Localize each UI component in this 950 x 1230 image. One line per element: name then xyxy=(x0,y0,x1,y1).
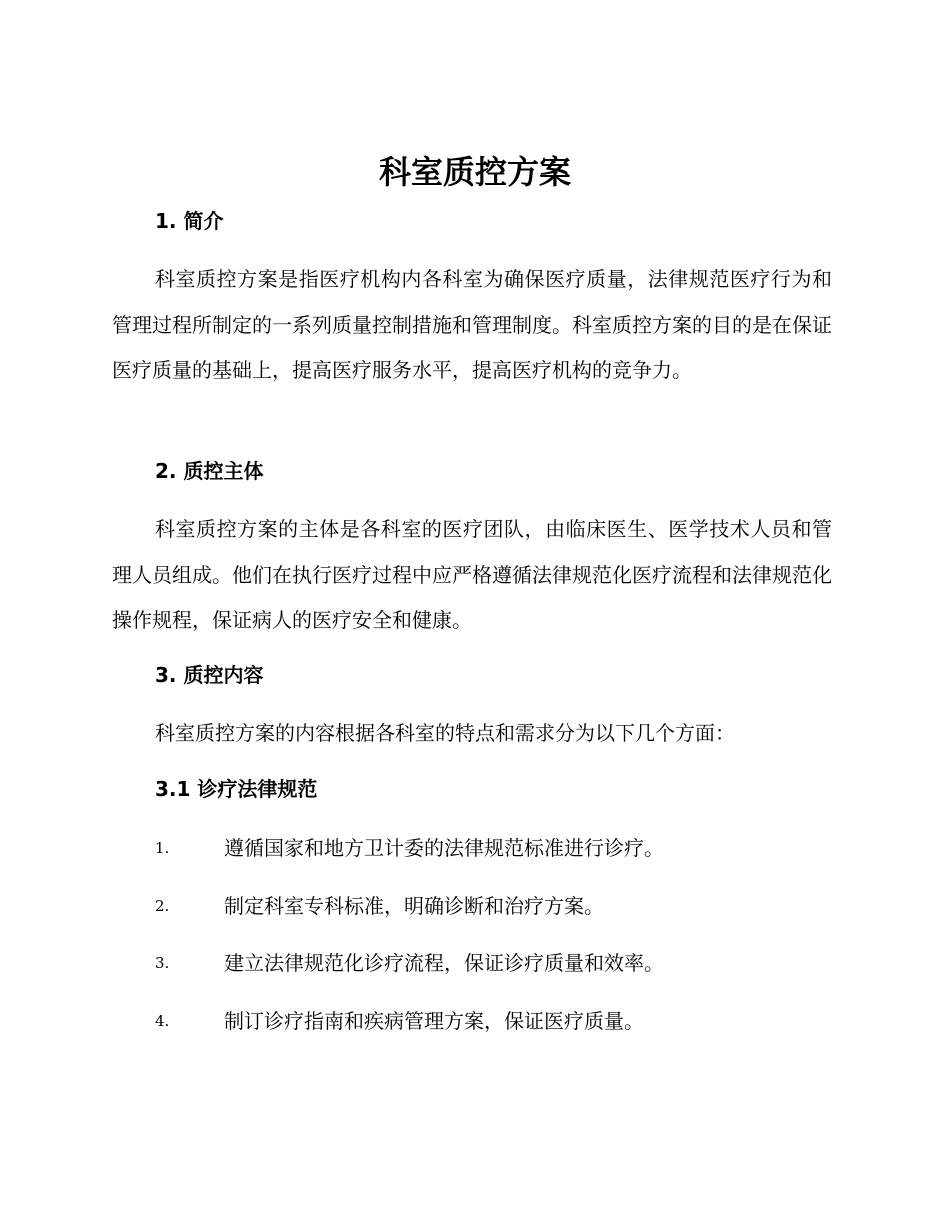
section-heading-content: 3. 质控内容 xyxy=(155,663,264,687)
list-item-number: 3. xyxy=(155,954,170,972)
list-item-text: 建立法律规范化诊疗流程，保证诊疗质量和效率。 xyxy=(224,951,664,975)
section-paragraph-subject: 科室质控方案的主体是各科室的医疗团队，由临床医生、医学技术人员和管理人员组成。他们在执行医疗过程中应严格遵循法律规范化医疗流程和法律规范化操作规程，保证病人的医疗安全和健康。 xyxy=(112,517,832,632)
list-item xyxy=(155,829,835,887)
section-paragraph-intro: 科室质控方案是指医疗机构内各科室为确保医疗质量，法律规范医疗行为和管理过程所制定的一系列质量控制措施和管理制度。科室质控方案的目的是在保证医疗质量的基础上，提高医疗服务水平，提高医疗机构的竞争力。 xyxy=(112,267,832,382)
list-item-number: 1. xyxy=(155,839,170,857)
section-heading-diagnosis-norms: 3.1 诊疗法律规范 xyxy=(155,777,318,801)
section-heading-subject: 2. 质控主体 xyxy=(155,459,264,483)
list-item xyxy=(155,1002,835,1060)
section-heading-intro: 1. 简介 xyxy=(155,209,224,233)
list-item-number: 4. xyxy=(155,1011,170,1030)
list-item-text: 遵循国家和地方卫计委的法律规范标准进行诊疗。 xyxy=(224,836,664,860)
document-title: 科室质控方案 xyxy=(378,153,571,191)
list-item-number: 2. xyxy=(155,896,170,915)
list-item-text: 制定科室专科标准，明确诊断和治疗方案。 xyxy=(224,893,604,918)
list-item xyxy=(155,887,835,945)
list-item-text: 制订诊疗指南和疾病管理方案，保证医疗质量。 xyxy=(224,1008,644,1033)
section-paragraph-content: 科室质控方案的内容根据各科室的特点和需求分为以下几个方面： xyxy=(155,721,735,745)
list-item xyxy=(155,944,835,1002)
diagnosis-norms-list xyxy=(155,829,835,1059)
